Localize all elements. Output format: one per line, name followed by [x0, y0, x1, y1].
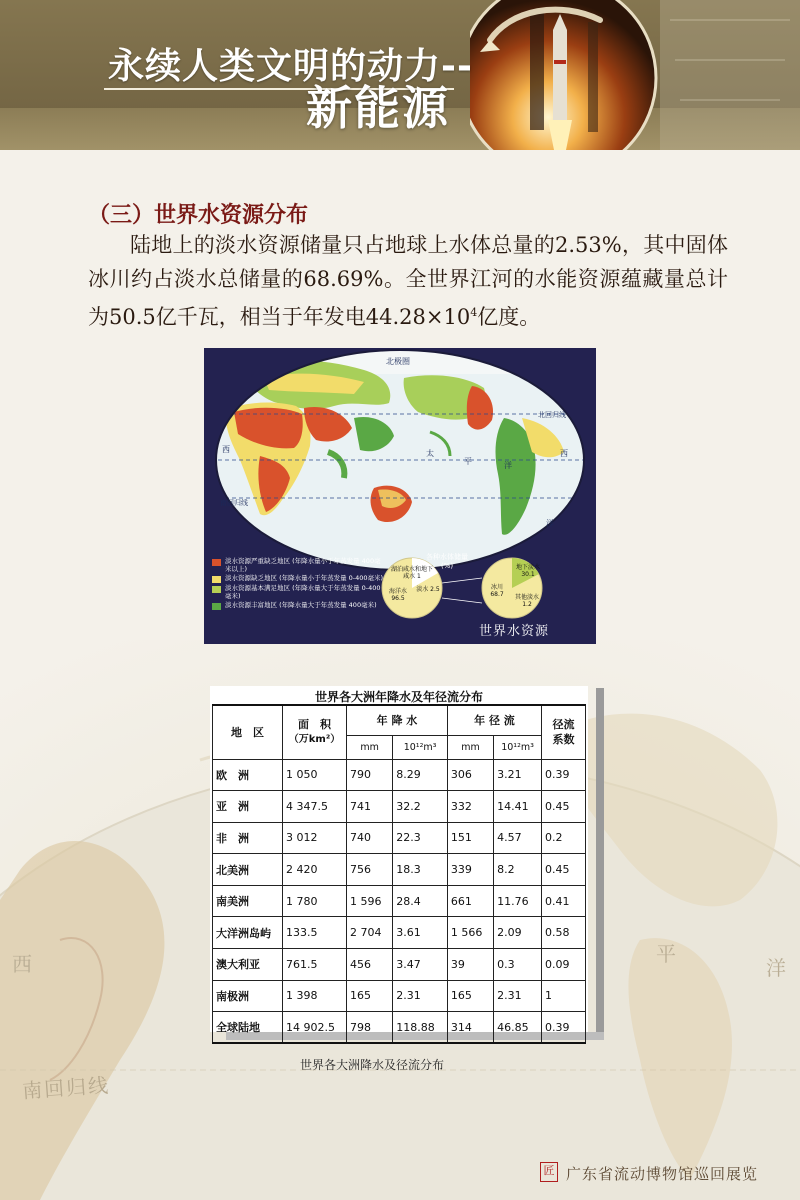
intro-paragraph: [88, 228, 728, 334]
header-coef-line2: 系数: [552, 733, 575, 747]
precipitation-table-card: [210, 686, 588, 1035]
cell-p-mm: 790: [347, 759, 393, 791]
header-area-label: 面 积: [298, 718, 331, 732]
cell-p-mm: 165: [347, 980, 393, 1012]
precipitation-table: [212, 704, 586, 1044]
cell-r-mm: 1 566: [447, 917, 493, 949]
table-header-row: [213, 705, 586, 735]
cell-r-mm: 661: [447, 885, 493, 917]
cell-area: 2 420: [283, 854, 347, 886]
cell-r-vol: 8.2: [494, 854, 542, 886]
map-label-north-tropic: 北回归线: [538, 411, 566, 419]
cell-p-vol: 22.3: [393, 822, 448, 854]
table-title: 世界各大洲年降水及年径流分布: [314, 690, 483, 704]
table-row: [213, 949, 586, 981]
table-row: [213, 822, 586, 854]
cell-r-mm: 339: [447, 854, 493, 886]
legend-swatch-lacking: [212, 576, 221, 583]
map-label-west-2: 西: [560, 449, 568, 458]
cell-coef: 0.41: [542, 885, 586, 917]
cell-r-mm: 165: [447, 980, 493, 1012]
header-banner: [0, 0, 800, 150]
cell-coef: 0.39: [542, 759, 586, 791]
section-heading: （三）世界水资源分布: [88, 202, 309, 228]
table-row: [213, 917, 586, 949]
pie-left-left-label: 海洋水 96.5: [388, 588, 407, 602]
cell-p-vol: 2.31: [393, 980, 448, 1012]
legend-swatch-rich: [212, 603, 221, 610]
cell-region: 全球陆地: [213, 1012, 283, 1044]
legend-item-lacking: [212, 575, 387, 583]
bg-label-ocean: 洋: [766, 956, 786, 980]
paragraph-part2: 亿度。: [477, 305, 541, 329]
header-area-unit: （万km²）: [288, 734, 341, 746]
pie-left-right-label: 淡水 2.5: [416, 586, 440, 593]
cell-coef: 0.2: [542, 822, 586, 854]
paragraph-exponent: 4: [470, 306, 478, 319]
pie-left-top-label: 湖泊咸水和地下咸水 1: [390, 566, 433, 580]
header-subtitle: 新能源: [306, 81, 450, 135]
cell-area: 4 347.5: [283, 791, 347, 823]
header-area: [283, 705, 347, 759]
table-row: [213, 980, 586, 1012]
cell-r-vol: 11.76: [494, 885, 542, 917]
map-label-ping: 平: [464, 457, 472, 466]
legend-text-severe: 淡水资源严重缺乏地区 (年降水量小于年蒸发量 400毫米以上): [225, 557, 381, 573]
cell-p-vol: 18.3: [393, 854, 448, 886]
cell-p-mm: 740: [347, 822, 393, 854]
legend-item-basic: [212, 585, 387, 600]
legend-text-rich: 淡水资源丰富地区 (年降水量大于年蒸发量 400毫米): [225, 601, 377, 609]
pie-right-left-label: 冰川 68.7: [490, 584, 504, 598]
cell-r-mm: 306: [447, 759, 493, 791]
cell-coef: 0.39: [542, 1012, 586, 1044]
cell-p-mm: 741: [347, 791, 393, 823]
pie-right-top-label: 地下淡水 30.1: [515, 564, 540, 578]
header-precip-mm: mm: [347, 735, 393, 759]
pie-heading: 各种水体储量 (%): [426, 553, 468, 570]
cell-area: 14 902.5: [283, 1012, 347, 1044]
cell-area: 1 050: [283, 759, 347, 791]
cell-area: 3 012: [283, 822, 347, 854]
cell-r-mm: 151: [447, 822, 493, 854]
cell-region: 非 洲: [213, 822, 283, 854]
cell-region: 大洋洲岛屿: [213, 917, 283, 949]
cell-p-mm: 798: [347, 1012, 393, 1044]
cell-r-vol: 4.57: [494, 822, 542, 854]
map-label-tai: 太: [426, 449, 434, 458]
table-caption: 世界各大洲降水及径流分布: [300, 1058, 445, 1072]
table-row: [213, 1012, 586, 1044]
legend-item-severe: [212, 558, 387, 573]
header-runoff: 年 径 流: [447, 705, 541, 735]
table-body: [213, 759, 586, 1043]
header-coef-line1: 径流: [552, 718, 575, 732]
paragraph-part1: 陆地上的淡水资源储量只占地球上水体总量的2.53%，其中固体冰川约占淡水总储量的68.69%。全世界江河的水能资源蕴藏量总计为50.5亿千瓦，相当于年发电44.28×10: [88, 233, 728, 329]
footer-credit: 广东省流动博物馆巡回展览: [566, 1165, 759, 1183]
cell-region: 欧 洲: [213, 759, 283, 791]
cell-area: 761.5: [283, 949, 347, 981]
cell-p-mm: 1 596: [347, 885, 393, 917]
map-label-south-tropic: 南回归线: [220, 499, 248, 507]
cell-area: 133.5: [283, 917, 347, 949]
cell-r-vol: 2.09: [494, 917, 542, 949]
header-runoff-vol: 10¹²m³: [494, 735, 542, 759]
map-label-yang: 洋: [504, 461, 512, 470]
cell-coef: 1: [542, 980, 586, 1012]
table-shadow-right: [596, 688, 604, 1034]
table-row: [213, 791, 586, 823]
cell-r-vol: 3.21: [494, 759, 542, 791]
header-coef: [542, 705, 586, 759]
cell-region: 南美洲: [213, 885, 283, 917]
cell-p-vol: 118.88: [393, 1012, 448, 1044]
museum-seal-icon: 匠: [540, 1162, 558, 1182]
header-precip-vol: 10¹²m³: [393, 735, 448, 759]
legend-item-rich: [212, 602, 387, 610]
rocket-launch-image: [470, 0, 800, 150]
cell-p-vol: 3.61: [393, 917, 448, 949]
cell-p-vol: 28.4: [393, 885, 448, 917]
legend-swatch-basic: [212, 586, 221, 593]
cell-r-mm: 332: [447, 791, 493, 823]
cell-region: 亚 洲: [213, 791, 283, 823]
header-precip: 年 降 水: [347, 705, 448, 735]
bg-label-pacific: 平: [656, 942, 676, 966]
cell-coef: 0.45: [542, 854, 586, 886]
cell-r-vol: 0.3: [494, 949, 542, 981]
legend-text-basic: 淡水资源基本满足地区 (年降水量大于年蒸发量 0-400毫米): [225, 584, 381, 600]
cell-r-mm: 314: [447, 1012, 493, 1044]
map-label-west-1: 西: [222, 445, 230, 454]
world-water-map: [204, 348, 596, 644]
legend-swatch-severe: [212, 559, 221, 566]
cell-coef: 0.58: [542, 917, 586, 949]
map-legend: [212, 558, 387, 612]
table-row: [213, 885, 586, 917]
bg-label-tropic: 南回归线: [21, 1072, 111, 1104]
cell-area: 1 398: [283, 980, 347, 1012]
cell-r-vol: 46.85: [494, 1012, 542, 1044]
cell-area: 1 780: [283, 885, 347, 917]
cell-region: 南极洲: [213, 980, 283, 1012]
table-row: [213, 854, 586, 886]
cell-r-mm: 39: [447, 949, 493, 981]
map-label-ocean: 洋: [546, 519, 554, 528]
cell-p-mm: 456: [347, 949, 393, 981]
map-label-north-circle: 北极圈: [386, 357, 410, 366]
header-runoff-mm: mm: [447, 735, 493, 759]
cell-p-vol: 8.29: [393, 759, 448, 791]
cell-coef: 0.09: [542, 949, 586, 981]
cell-r-vol: 14.41: [494, 791, 542, 823]
header-region: 地 区: [213, 705, 283, 759]
cell-p-mm: 756: [347, 854, 393, 886]
legend-text-lacking: 淡水资源缺乏地区 (年降水量小于年蒸发量 0-400毫米): [225, 574, 384, 582]
cell-p-mm: 2 704: [347, 917, 393, 949]
cell-p-vol: 3.47: [393, 949, 448, 981]
cell-region: 澳大利亚: [213, 949, 283, 981]
header-title: 永续人类文明的动力--: [108, 46, 473, 87]
map-caption: 世界水资源: [479, 624, 550, 639]
pie-right-right-label: 其他淡水 1.2: [514, 594, 539, 608]
cell-p-vol: 32.2: [393, 791, 448, 823]
cell-coef: 0.45: [542, 791, 586, 823]
bg-label-west: 西: [12, 952, 32, 976]
table-row: [213, 759, 586, 791]
cell-region: 北美洲: [213, 854, 283, 886]
cell-r-vol: 2.31: [494, 980, 542, 1012]
